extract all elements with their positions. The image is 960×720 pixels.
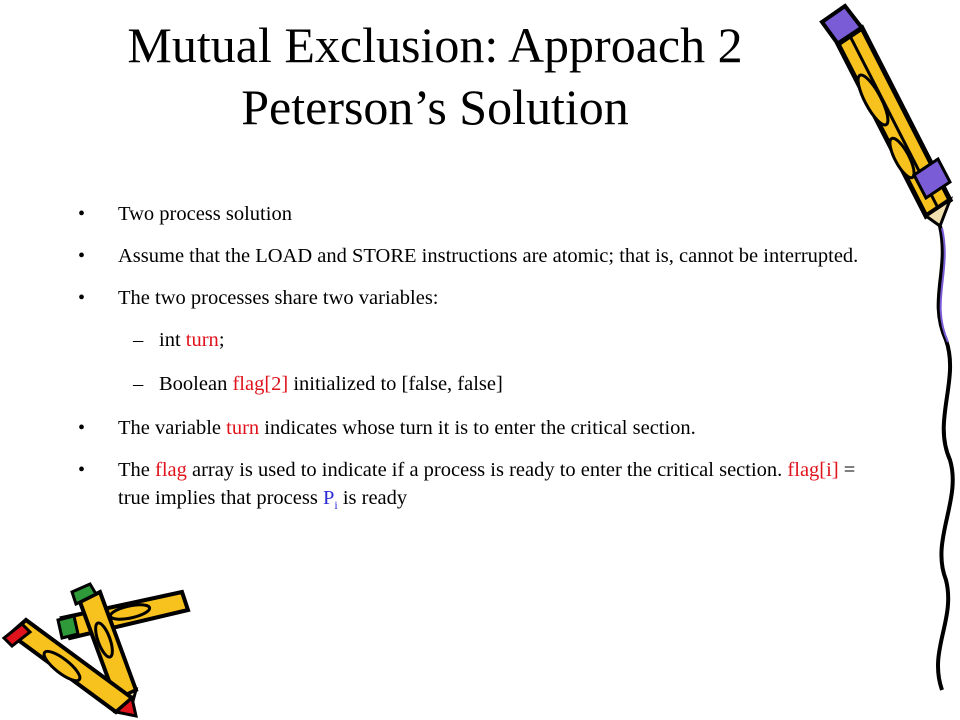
sub-bullet-dash: – <box>133 373 144 395</box>
bullet-text: The variable turn indicates whose turn it is to enter the critical section. <box>118 417 696 439</box>
bullet-text: Two process solution <box>118 203 292 225</box>
bullet-item <box>78 242 878 270</box>
bullet-item <box>78 200 878 228</box>
sub-bullet-item <box>78 326 878 354</box>
bullet-dot: • <box>78 245 86 267</box>
slide-title <box>40 14 830 138</box>
sub-bullet-text: int turn; <box>159 329 225 351</box>
sub-bullet-item <box>78 370 878 398</box>
bullet-text: Assume that the LOAD and STORE instructions are atomic; that is, cannot be interrupted. <box>118 245 859 267</box>
bullet-text: The two processes share two variables: <box>118 287 439 309</box>
process-pi: $P_i$ <box>322 487 338 513</box>
title-line-2: Peterson’s Solution <box>241 79 629 135</box>
bullet-dot: • <box>78 459 86 481</box>
variable-turn: turn <box>185 329 219 351</box>
bullet-item <box>78 456 878 519</box>
pencil-icon-bottom-left <box>0 580 200 720</box>
bullet-list <box>78 200 878 533</box>
variable-flag: flag[2] <box>232 373 289 395</box>
bullet-item <box>78 414 878 442</box>
variable-flag-i: flag[i] <box>787 459 839 481</box>
sub-bullet-dash: – <box>133 329 144 351</box>
title-line-1: Mutual Exclusion: Approach 2 <box>127 17 743 73</box>
sub-bullet-text: Boolean flag[2] initialized to [false, false] <box>159 373 503 395</box>
pencil-icon-right <box>800 0 960 720</box>
bullet-item <box>78 284 878 312</box>
bullet-dot: • <box>78 417 86 439</box>
bullet-dot: • <box>78 203 86 225</box>
variable-turn: turn <box>226 417 260 439</box>
bullet-dot: • <box>78 287 86 309</box>
bullet-text: The flag array is used to indicate if a process is ready to enter the critical section. flag[i] = true implies that process $P_i$ is ready <box>118 459 856 513</box>
variable-flag: flag <box>155 459 187 481</box>
